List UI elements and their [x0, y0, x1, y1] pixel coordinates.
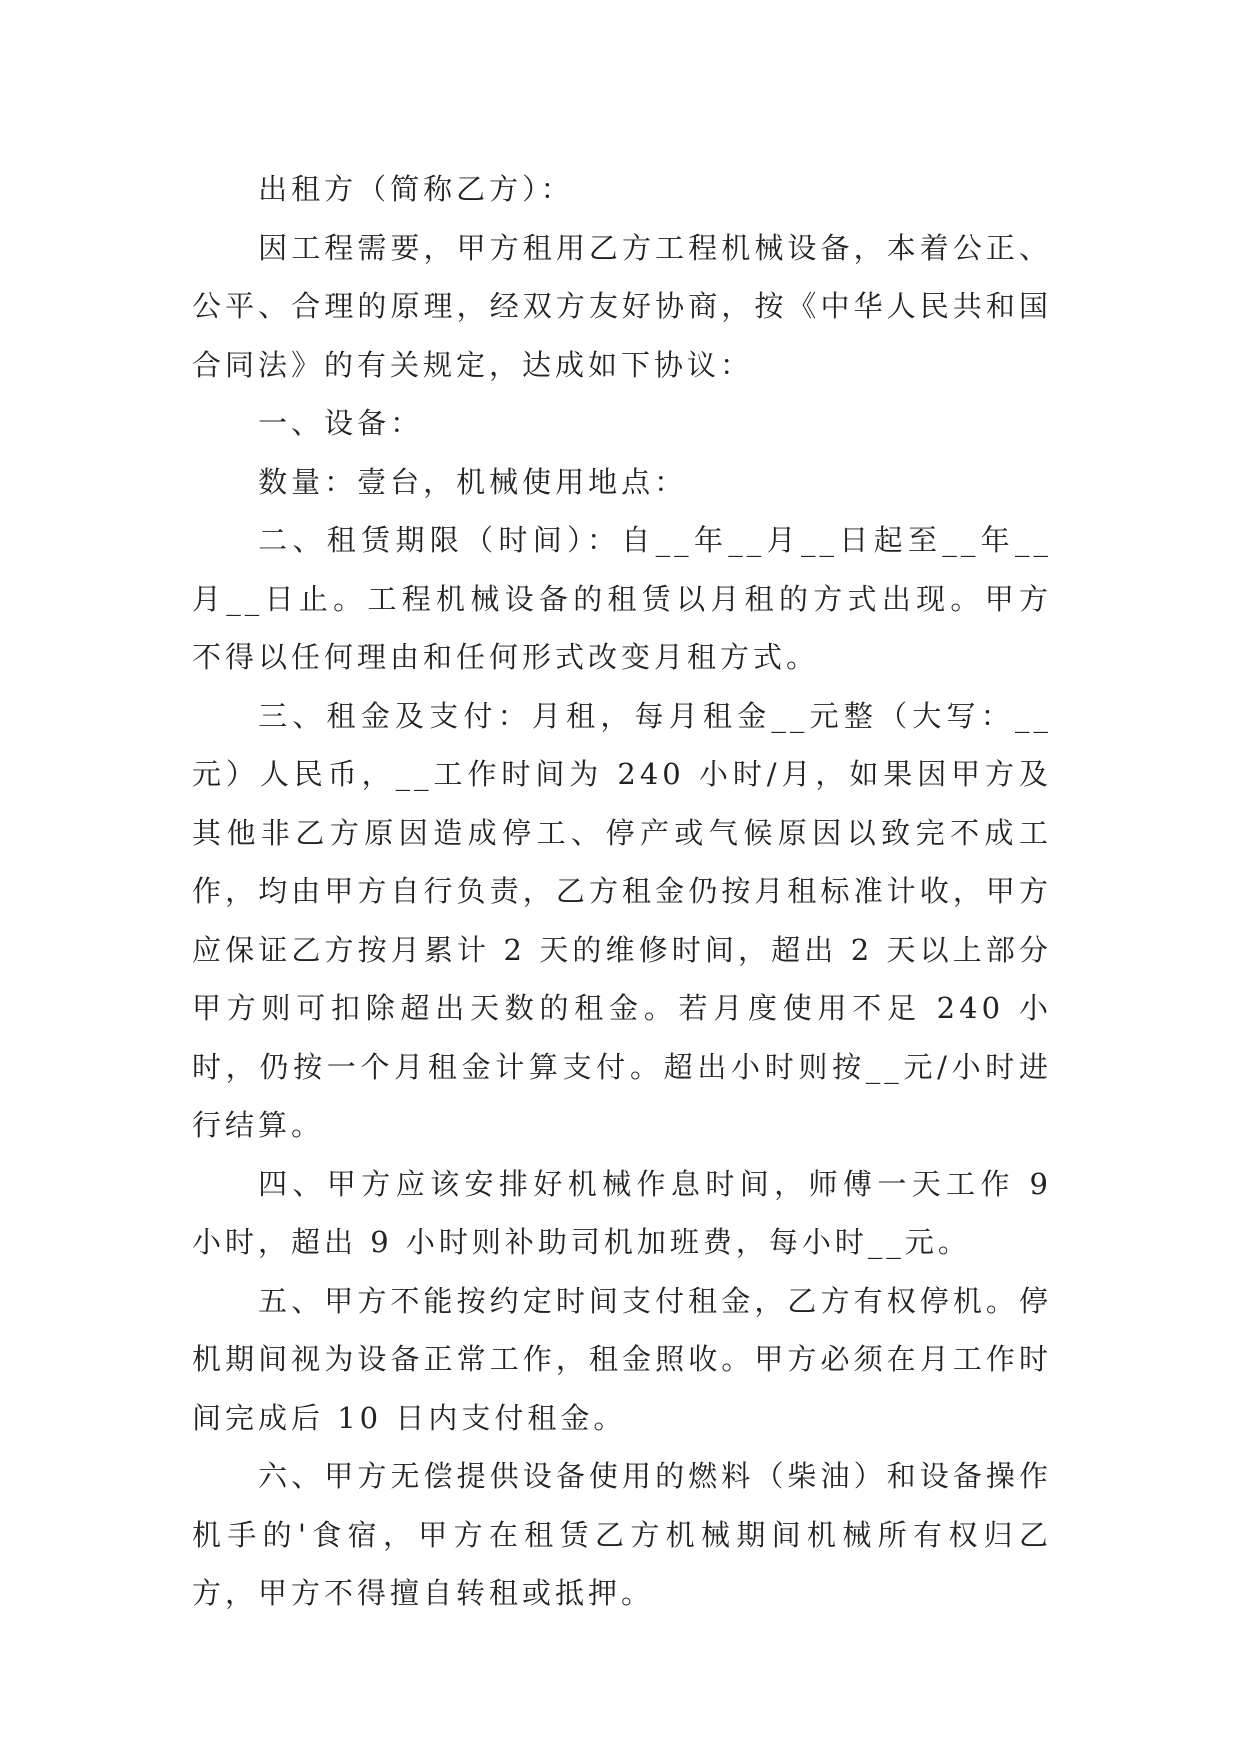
paragraph-late-payment: 五、甲方不能按约定时间支付租金，乙方有权停机。停机期间视为设备正常工作，租金照收。甲方必须在月工作时间完成后 10 日内支付租金。: [192, 1283, 1052, 1435]
paragraph-fuel-lodging: 六、甲方无偿提供设备使用的燃料（柴油）和设备操作机手的'食宿，甲方在租赁乙方机械期间机械所有权归乙方，甲方不得擅自转租或抵押。: [192, 1459, 1052, 1610]
paragraph-lessor: 出租方（简称乙方）：: [258, 172, 574, 206]
paragraph-quantity: 数量：壹台，机械使用地点：: [258, 464, 688, 499]
paragraph-work-hours: 四、甲方应该安排好机械作息时间，师傅一天工作 9 小时，超出 9 小时则补助司机加班费，每小时__元。: [192, 1166, 1052, 1259]
paragraph-equipment-heading: 一、设备：: [258, 406, 424, 440]
paragraph-rent-payment: 三、租金及支付：月租，每月租金__元整（大写：__元）人民币，__工作时间为 240 小时/月，如果因甲方及其他非乙方原因造成停工、停产或气候原因以致完不成工作，均由甲方自行负责，乙方租金仍按月租标准计收，甲方应保证乙方按月累计 2 天的维修时间，超出 2 天以上部分甲方则可扣除超出天数的租金。若月度使用不足 240 小时，仍按一个月租金计算支付。超出小时则按__元/小时进行结算。: [192, 698, 1052, 1142]
paragraph-preamble: 因工程需要，甲方租用乙方工程机械设备，本着公正、公平、合理的原理，经双方友好协商，按《中华人民共和国合同法》的有关规定，达成如下协议：: [192, 230, 1052, 382]
paragraph-lease-term: 二、租赁期限（时间）：自__年__月__日起至__年__月__日止。工程机械设备的租赁以月租的方式出现。甲方不得以任何理由和任何形式改变月租方式。: [192, 523, 1052, 674]
document-body: [192, 160, 1052, 1623]
